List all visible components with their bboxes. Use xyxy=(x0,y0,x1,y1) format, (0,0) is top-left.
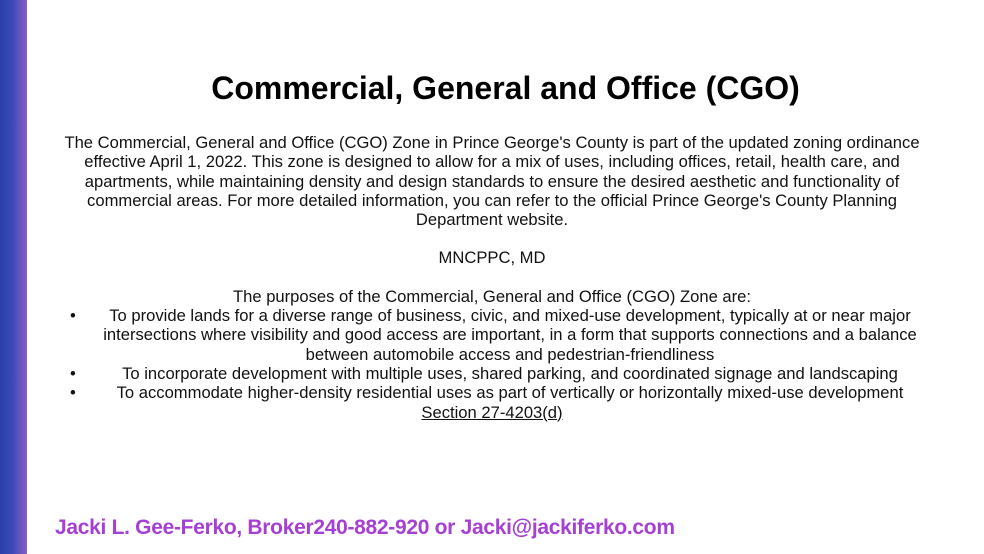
purpose-text: To provide lands for a diverse range of business, civic, and mixed-use development, typically at or near major intersections where visibility and good access are important, in a form that supports connections and a balance between automobile access and pedestrian-friendliness xyxy=(103,306,917,364)
accent-bar xyxy=(0,0,27,554)
list-item xyxy=(58,364,926,383)
source-label: MNCPPC, MD xyxy=(438,248,546,268)
page-title: Commercial, General and Office (CGO) xyxy=(211,70,800,106)
bullet-icon: • xyxy=(70,306,76,326)
list-item xyxy=(58,306,926,364)
slide-body xyxy=(58,133,926,422)
purposes-heading: The purposes of the Commercial, General and Office (CGO) Zone are: xyxy=(232,286,751,306)
bullet-icon: • xyxy=(70,363,76,383)
list-item xyxy=(58,383,926,402)
purpose-text: To accommodate higher-density residential uses as part of vertically or horizontally mixed-use development xyxy=(116,383,904,403)
section-link[interactable]: Section 27-4203(d) xyxy=(421,402,563,422)
spacer xyxy=(58,268,926,287)
purpose-list xyxy=(58,306,926,402)
spacer xyxy=(58,229,926,248)
footer-contact: Jacki L. Gee-Ferko, Broker240-882-920 or Jacki@jackiferko.com xyxy=(55,516,675,539)
intro-paragraph: The Commercial, General and Office (CGO) Zone in Prince George's County is part of the updated zoning ordinance effective April 1, 2022. This zone is designed to allow for a mix of uses, including offices, retail, health care, and apartments, while maintaining density and design standards to ensure the desired aesthetic and functionality of commercial areas. For more detailed information, you can refer to the official Prince George's County Planning Department website. xyxy=(64,133,920,230)
bullet-icon: • xyxy=(70,383,76,403)
purpose-text: To incorporate development with multiple uses, shared parking, and coordinated signage and landscaping xyxy=(122,363,898,383)
